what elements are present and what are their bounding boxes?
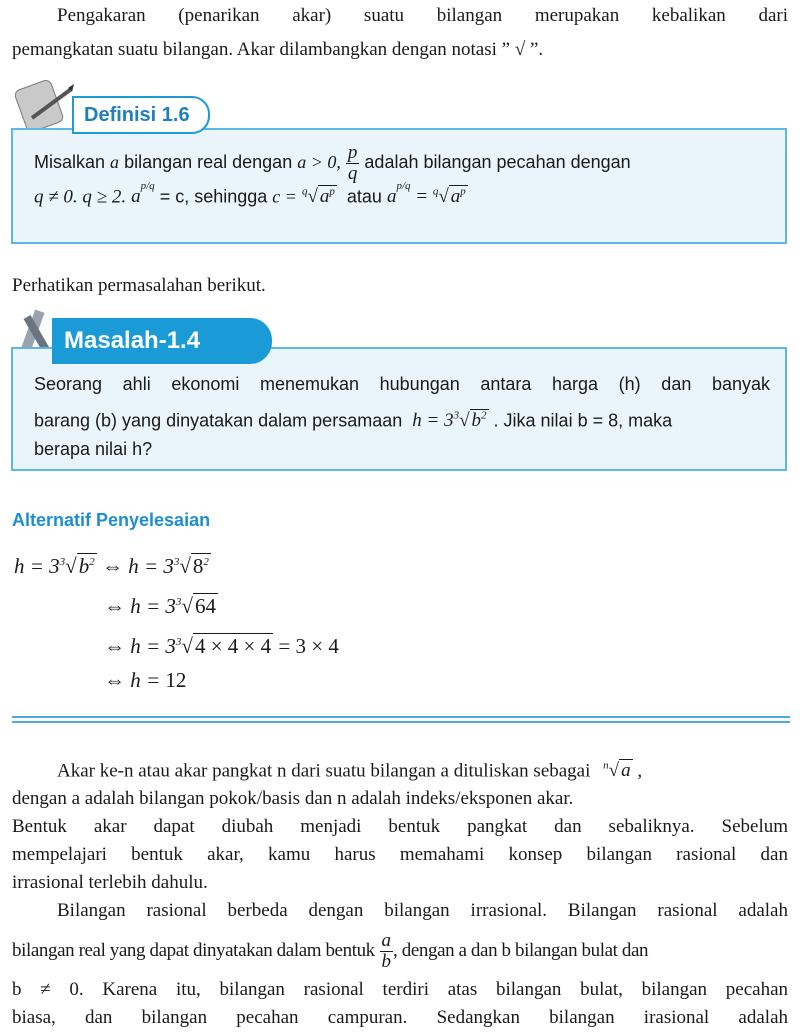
def-fraction <box>346 143 360 184</box>
body-fraction <box>380 931 394 972</box>
intro-line-1: Pengakaran (penarikan akar) suatu bilangan merupakan kebalikan dari <box>57 5 788 26</box>
body-p3-line-1: Bilangan rasional berbeda dengan bilangan irrasional. Bilangan rasional adalah <box>57 900 788 922</box>
divider-line <box>12 721 790 723</box>
solution-step-1: $h = 3^3√b^2$ ⇔ $h = 3^3√8^2$ <box>14 554 209 578</box>
body-text: Akar ke-n atau akar pangkat n dari suatu bilangan a dituliskan sebagai <box>57 760 591 782</box>
def-atau: atau <box>346 186 382 207</box>
masalah-line-1: Seorang ahli ekonomi menemukan hubungan antara harga (h) dan banyak <box>34 374 770 394</box>
body-text: bilangan real yang dapat dinyatakan dalam bentuk <box>12 940 375 962</box>
solution-step-3: ⇔ $h = 3^3√4 \times 4 \times 4 = 3 \times 4$ <box>104 634 339 658</box>
solution-step-4: ⇔ h = 12 <box>104 668 187 692</box>
radicand: a <box>319 186 330 208</box>
def-text: bilangan real dengan <box>124 152 293 173</box>
power-base: a <box>131 186 141 208</box>
def-power <box>131 180 155 208</box>
masalah-line-3: berapa nilai h? <box>34 439 153 460</box>
frac-num: a <box>381 930 392 952</box>
masalah-text <box>34 370 770 463</box>
radicand-exp: p <box>329 186 335 198</box>
def-cond-1: a > 0, <box>297 152 341 173</box>
masalah-title: Masalah-1.4 <box>52 318 272 364</box>
solution-title: Alternatif Penyelesaian <box>12 510 211 530</box>
def-text: adalah bilangan pecahan dengan <box>364 152 631 173</box>
def-var-a: a <box>110 152 120 173</box>
definition-line-1 <box>34 143 631 184</box>
body-p1-line-1: Akar ke-n atau akar pangkat n dari suatu bilangan a dituliskan sebagai $^n$√ a , <box>57 760 643 782</box>
frac-den: q <box>347 162 358 184</box>
masalah-text-part: barang (b) yang dinyatakan dalam persamaan <box>34 410 403 431</box>
body-p1-line-2: dengan a adalah bilangan pokok/basis dan n adalah indeks/eksponen akar. <box>12 788 574 810</box>
body-p3-line-4: biasa, dan bilangan pecahan campuran. Sedangkan bilangan irasional adalah <box>12 1007 788 1029</box>
def-root: $^q$√ $a^p$ <box>301 186 335 208</box>
definition-line-2 <box>34 180 468 208</box>
body-p2-line-2: mempelajari bentuk akar, kamu harus memahami konsep bilangan rasional dan <box>12 844 788 866</box>
frac-num: p <box>347 142 358 163</box>
definition-title: Definisi 1.6 <box>72 96 210 134</box>
def-power-2: $a^{p/q} = ^q√$ $a^p$ <box>386 180 466 208</box>
masalah-equation: $h = 3^3√$ $b^2$ <box>412 410 487 432</box>
def-text: = c, sehingga <box>159 186 268 207</box>
body-p3-line-3: b ≠ 0. Karena itu, bilangan rasional terdiri atas bilangan bulat, bilangan pecahan <box>12 979 788 1001</box>
def-cond-2: q ≠ 0. q ≥ 2. <box>34 186 127 208</box>
body-paragraph-1 <box>12 752 788 1032</box>
body-p2-line-1: Bentuk akar dapat diubah menjadi bentuk pangkat dan sebaliknya. Sebelum <box>12 816 788 838</box>
perhatikan-text: Perhatikan permasalahan berikut. <box>12 275 266 296</box>
frac-den: b <box>381 951 392 973</box>
def-text: Misalkan <box>34 152 106 173</box>
intro-paragraph <box>12 2 788 64</box>
body-p3-line-2 <box>12 931 788 972</box>
solution-step-2: ⇔ $h = 3^3√64$ <box>104 594 216 618</box>
power-exp: p/q <box>140 180 155 192</box>
def-c-eq: c = <box>272 186 297 207</box>
body-p2-line-3: irrasional terlebih dahulu. <box>12 872 208 894</box>
solution-result: 12 <box>165 668 187 692</box>
body-text: , dengan a dan b bilangan bulat dan <box>393 940 649 962</box>
masalah-text-part: . Jika nilai b = 8, maka <box>493 410 673 431</box>
masalah-line-2 <box>34 402 770 435</box>
root-index: q <box>301 186 308 198</box>
intro-line-2: pemangkatan suatu bilangan. Akar dilambangkan dengan notasi ” √ ”. <box>12 39 544 60</box>
divider-line <box>12 716 790 718</box>
